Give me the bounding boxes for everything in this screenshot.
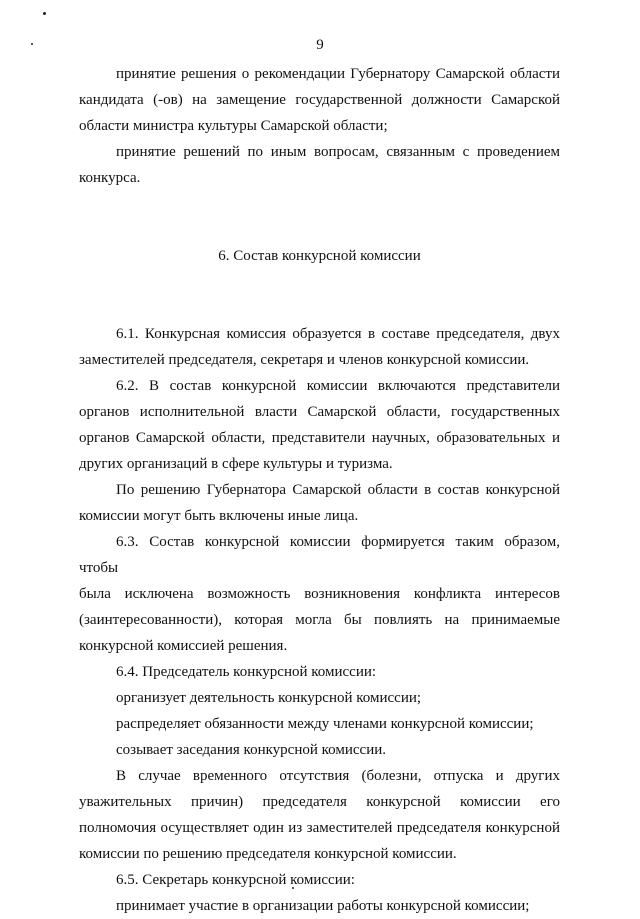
paragraph [79, 737, 560, 763]
paragraph [79, 893, 560, 919]
paragraph [79, 321, 560, 373]
paragraph [79, 477, 560, 529]
text-line: была исключена возможность возникновения конфликта интересов [79, 586, 560, 602]
text-line: распределяет обязанности между членами конкурсной комиссии; [116, 716, 534, 732]
intro-block [79, 61, 560, 191]
paragraph [79, 711, 560, 737]
text-line: 6.2. В состав конкурсной комиссии включаются представители [116, 378, 560, 394]
text-line: принятие решения о рекомендации Губернатору Самарской области [116, 66, 560, 82]
text-line: В случае временного отсутствия (болезни, отпуска и других [116, 768, 560, 784]
paragraph [79, 763, 560, 867]
text-line: других организаций в сфере культуры и туризма. [79, 456, 393, 472]
paragraph [79, 529, 560, 659]
text-line: По решению Губернатора Самарской области в состав конкурсной [116, 482, 560, 498]
text-line: конкурсной комиссией решения. [79, 638, 288, 654]
page-number: 9 [316, 37, 324, 53]
section-body [79, 321, 560, 919]
paragraph [79, 139, 560, 191]
text-line: уважительных причин) председателя конкурсной комиссии его [79, 794, 560, 810]
text-line: органов исполнительной власти Самарской области, государственных [79, 404, 560, 420]
paragraph [79, 373, 560, 477]
text-line: комиссии могут быть включены иные лица. [79, 508, 359, 524]
text-line: 6.4. Председатель конкурсной комиссии: [116, 664, 377, 680]
text-line: органов Самарской области, представители научных, образовательных и [79, 430, 560, 446]
text-line: созывает заседания конкурсной комиссии. [116, 742, 387, 758]
text-line: (заинтересованности), которая могла бы повлиять на принимаемые [79, 612, 560, 628]
section-heading: 6. Состав конкурсной комиссии [218, 248, 421, 264]
text-line: организует деятельность конкурсной комиссии; [116, 690, 422, 706]
text-line: области министра культуры Самарской области; [79, 118, 388, 134]
text-line: принятие решений по иным вопросам, связанным с проведением [116, 144, 560, 160]
paragraph [79, 659, 560, 685]
text-line: принимает участие в организации работы конкурсной комиссии; [116, 898, 530, 914]
paragraph [79, 685, 560, 711]
text-line: 6.5. Секретарь конкурсной комиссии: [116, 872, 355, 888]
text-line: конкурса. [79, 170, 141, 186]
text-line: кандидата (-ов) на замещение государственной должности Самарской [79, 92, 560, 108]
paragraph [79, 61, 560, 139]
text-line: комиссии по решению председателя конкурсной комиссии. [79, 846, 457, 862]
document-body [79, 61, 560, 919]
text-line: полномочия осуществляет один из заместителей председателя конкурсной [79, 820, 560, 836]
scan-speck [43, 12, 46, 15]
text-line: 6.3. Состав конкурсной комиссии формируется таким образом, чтобы [79, 534, 560, 576]
paragraph [79, 867, 560, 893]
text-line: заместителей председателя, секретаря и членов конкурсной комиссии. [79, 352, 530, 368]
text-line: 6.1. Конкурсная комиссия образуется в составе председателя, двух [116, 326, 560, 342]
